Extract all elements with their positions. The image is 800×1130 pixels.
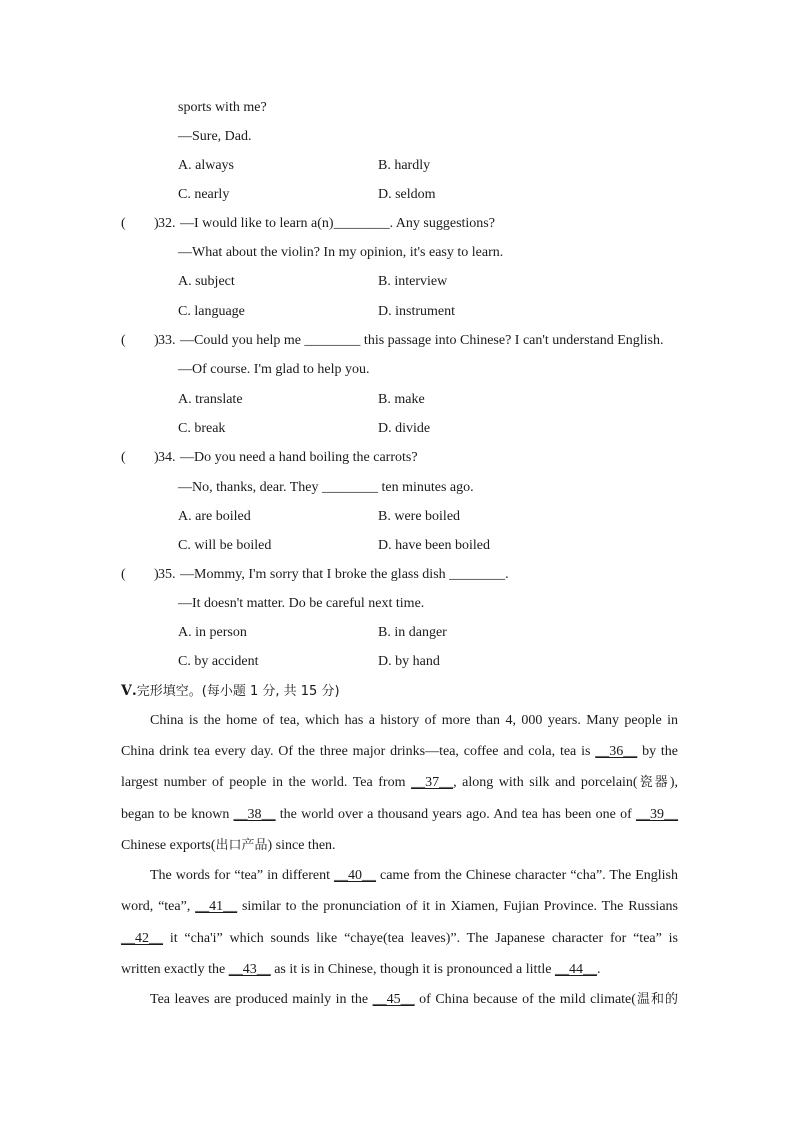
q35-stem: —Mommy, I'm sorry that I broke the glass dish ________.: [180, 567, 509, 582]
passage-p1-line1: China is the home of tea, which has a history of more than 4, 000 years. Many people in: [150, 713, 678, 728]
passage-text: by the: [637, 744, 678, 759]
q31-option-d: D. seldom: [378, 187, 436, 202]
q33-paren-close: ): [154, 333, 159, 348]
passage-text: Tea leaves are produced mainly in the: [150, 992, 373, 1007]
q35-option-d: D. by hand: [378, 654, 440, 669]
q33-option-a: A. translate: [178, 392, 243, 407]
passage-p2-line2: [121, 898, 678, 916]
q34-reply: —No, thanks, dear. They ________ ten minutes ago.: [178, 480, 474, 495]
q32-number: 32.: [158, 216, 176, 231]
passage-p2-line1: [150, 867, 678, 885]
q32-stem: —I would like to learn a(n)________. Any suggestions?: [180, 216, 495, 231]
passage-text: written exactly the: [121, 962, 229, 977]
q31-reply: —Sure, Dad.: [178, 129, 252, 144]
passage-text: it “cha'i” which sounds like “chaye(tea leaves)”. The Japanese character for “tea” is: [163, 931, 678, 946]
q33-stem: —Could you help me ________ this passage into Chinese? I can't understand English.: [180, 333, 664, 348]
passage-text: of China because of the mild climate(: [414, 992, 636, 1007]
passage-p3-line1: [150, 991, 678, 1009]
passage-text: as it is in Chinese, though it is pronounced a little: [270, 962, 555, 977]
q35-option-a: A. in person: [178, 625, 247, 640]
q34-option-a: A. are boiled: [178, 509, 251, 524]
section-note: (每小题 1 分, 共 15 分): [201, 684, 340, 699]
q34-stem: —Do you need a hand boiling the carrots?: [180, 450, 418, 465]
q33-number: 33.: [158, 333, 176, 348]
blank-36: __36__: [595, 744, 638, 759]
passage-chinese-gloss: 温和的: [635, 992, 678, 1007]
passage-text: .: [596, 962, 601, 977]
passage-text: ),: [669, 775, 678, 790]
passage-text: the world over a thousand years ago. And tea has been one of: [275, 807, 636, 822]
passage-text: The words for “tea” in different: [150, 868, 334, 883]
q35-option-b: B. in danger: [378, 625, 447, 640]
q32-reply: —What about the violin? In my opinion, it's easy to learn.: [178, 245, 504, 260]
q35-option-c: C. by accident: [178, 654, 259, 669]
q33-paren-open: (: [121, 333, 126, 348]
q34-paren-close: ): [154, 450, 159, 465]
q32-option-c: C. language: [178, 304, 245, 319]
section-title: 完形填空。: [136, 684, 202, 699]
passage-chinese-gloss: 瓷器: [637, 775, 670, 790]
q31-option-b: B. hardly: [378, 158, 431, 173]
passage-chinese-gloss: 出口产品: [215, 838, 268, 853]
blank-43: __43__: [228, 962, 271, 977]
q32-option-b: B. interview: [378, 274, 448, 289]
passage-p1-line2: [121, 743, 678, 761]
q33-option-c: C. break: [178, 421, 226, 436]
q35-reply: —It doesn't matter. Do be careful next time.: [178, 596, 425, 611]
passage-p1-line4: [121, 806, 678, 824]
passage-text: largest number of people in the world. Tea from: [121, 775, 412, 790]
q32-paren-close: ): [154, 216, 159, 231]
q33-reply: —Of course. I'm glad to help you.: [178, 362, 370, 377]
q34-paren-open: (: [121, 450, 126, 465]
passage-text: came from the Chinese character “cha”. The English: [375, 868, 678, 883]
q33-option-d: D. divide: [378, 421, 431, 436]
passage-text: Chinese exports(: [121, 838, 216, 853]
passage-p2-line4: [121, 961, 600, 979]
q32-option-a: A. subject: [178, 274, 235, 289]
blank-42: __42__: [121, 931, 163, 946]
blank-39: __39__: [636, 807, 678, 822]
passage-p1-line5: [121, 837, 336, 855]
blank-41: __41__: [195, 899, 238, 914]
q32-paren-open: (: [121, 216, 126, 231]
blank-45: __45__: [372, 992, 415, 1007]
passage-text: China drink tea every day. Of the three major drinks—tea, coffee and cola, tea is: [121, 744, 596, 759]
q35-paren-close: ): [154, 567, 159, 582]
q31-stem-tail: sports with me?: [178, 100, 267, 115]
section-numeral: Ⅴ.: [121, 683, 137, 699]
q34-option-c: C. will be boiled: [178, 538, 272, 553]
q31-option-c: C. nearly: [178, 187, 230, 202]
q34-option-d: D. have been boiled: [378, 538, 490, 553]
q35-number: 35.: [158, 567, 176, 582]
blank-38: __38__: [233, 807, 276, 822]
passage-p2-line3: [121, 930, 678, 948]
q34-number: 34.: [158, 450, 176, 465]
blank-44: __44__: [554, 962, 597, 977]
section-heading: [121, 682, 340, 701]
q33-option-b: B. make: [378, 392, 425, 407]
passage-text: word, “tea”,: [121, 899, 196, 914]
passage-text: ) since then.: [267, 838, 336, 853]
q34-option-b: B. were boiled: [378, 509, 461, 524]
passage-text: began to be known: [121, 807, 234, 822]
passage-text: similar to the pronunciation of it in Xiamen, Fujian Province. The Russians: [237, 899, 678, 914]
passage-p1-line3: [121, 774, 678, 792]
blank-40: __40__: [333, 868, 376, 883]
blank-37: __37__: [411, 775, 454, 790]
q31-option-a: A. always: [178, 158, 234, 173]
q35-paren-open: (: [121, 567, 126, 582]
q32-option-d: D. instrument: [378, 304, 455, 319]
passage-text: , along with silk and porcelain(: [453, 775, 638, 790]
